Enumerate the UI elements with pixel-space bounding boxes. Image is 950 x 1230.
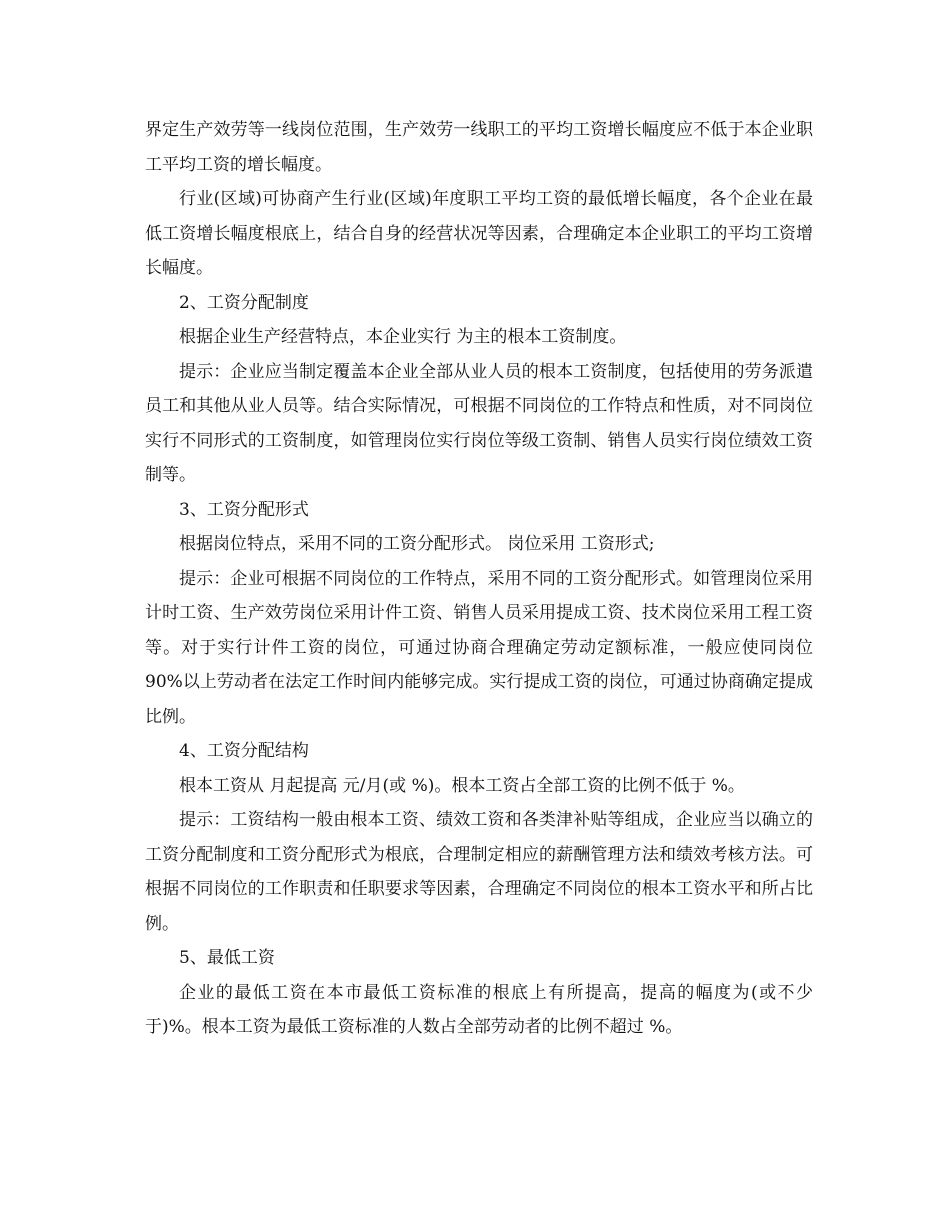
paragraph-industry-negotiation: 行业(区域)可协商产生行业(区域)年度职工平均工资的最低增长幅度，各个企业在最低工资增长幅度根底上，结合自身的经营状况等因素，合理确定本企业职工的平均工资增长幅度。 bbox=[145, 189, 813, 278]
document-body bbox=[145, 113, 813, 1045]
paragraph-wage-structure-tip: 提示：工资结构一般由根本工资、绩效工资和各类津补贴等组成，企业应当以确立的工资分配制度和工资分配形式为根底，合理制定相应的薪酬管理方法和绩效考核方法。可根据不同岗位的工作职责和任职要求等因素，合理确定不同岗位的根本工资水平和所占比例。 bbox=[145, 810, 813, 934]
section-heading-wage-form: 3、工资分配形式 bbox=[179, 499, 309, 520]
section-heading-wage-structure: 4、工资分配结构 bbox=[179, 741, 309, 761]
paragraph-wage-form-tip: 提示：企业可根据不同岗位的工作特点，采用不同的工资分配形式。如管理岗位采用计时工资、生产效劳岗位采用计件工资、销售人员采用提成工资、技术岗位采用工程工资等。对于实行计件工资的岗位，可通过协商合理确定劳动定额标准，一般应使同岗位 90%以上劳动者在法定工作时间内能够完成。实行提成工资的岗位，可通过协商确定提成比例。 bbox=[145, 568, 813, 727]
paragraph-wage-structure: 根本工资从 月起提高 元/月(或 %)。根本工资占全部工资的比例不低于 %。 bbox=[179, 775, 745, 796]
paragraph-wage-system: 根据企业生产经营特点，本企业实行 为主的根本工资制度。 bbox=[179, 327, 627, 347]
paragraph-wage-form: 根据岗位特点，采用不同的工资分配形式。 岗位采用 工资形式; bbox=[179, 534, 655, 554]
paragraph-continuation: 界定生产效劳等一线岗位范围，生产效劳一线职工的平均工资增长幅度应不低于本企业职工平均工资的增长幅度。 bbox=[145, 120, 813, 175]
section-heading-minimum-wage: 5、最低工资 bbox=[179, 948, 275, 968]
paragraph-minimum-wage: 企业的最低工资在本市最低工资标准的根底上有所提高，提高的幅度为(或不少于)%。根本工资为最低工资标准的人数占全部劳动者的比例不超过 %。 bbox=[145, 982, 813, 1037]
section-heading-wage-system: 2、工资分配制度 bbox=[179, 292, 309, 313]
paragraph-wage-system-tip: 提示：企业应当制定覆盖本企业全部从业人员的根本工资制度，包括使用的劳务派遣员工和其他从业人员等。结合实际情况，可根据不同岗位的工作特点和性质，对不同岗位实行不同形式的工资制度，如管理岗位实行岗位等级工资制、销售人员实行岗位绩效工资制等。 bbox=[145, 361, 813, 485]
